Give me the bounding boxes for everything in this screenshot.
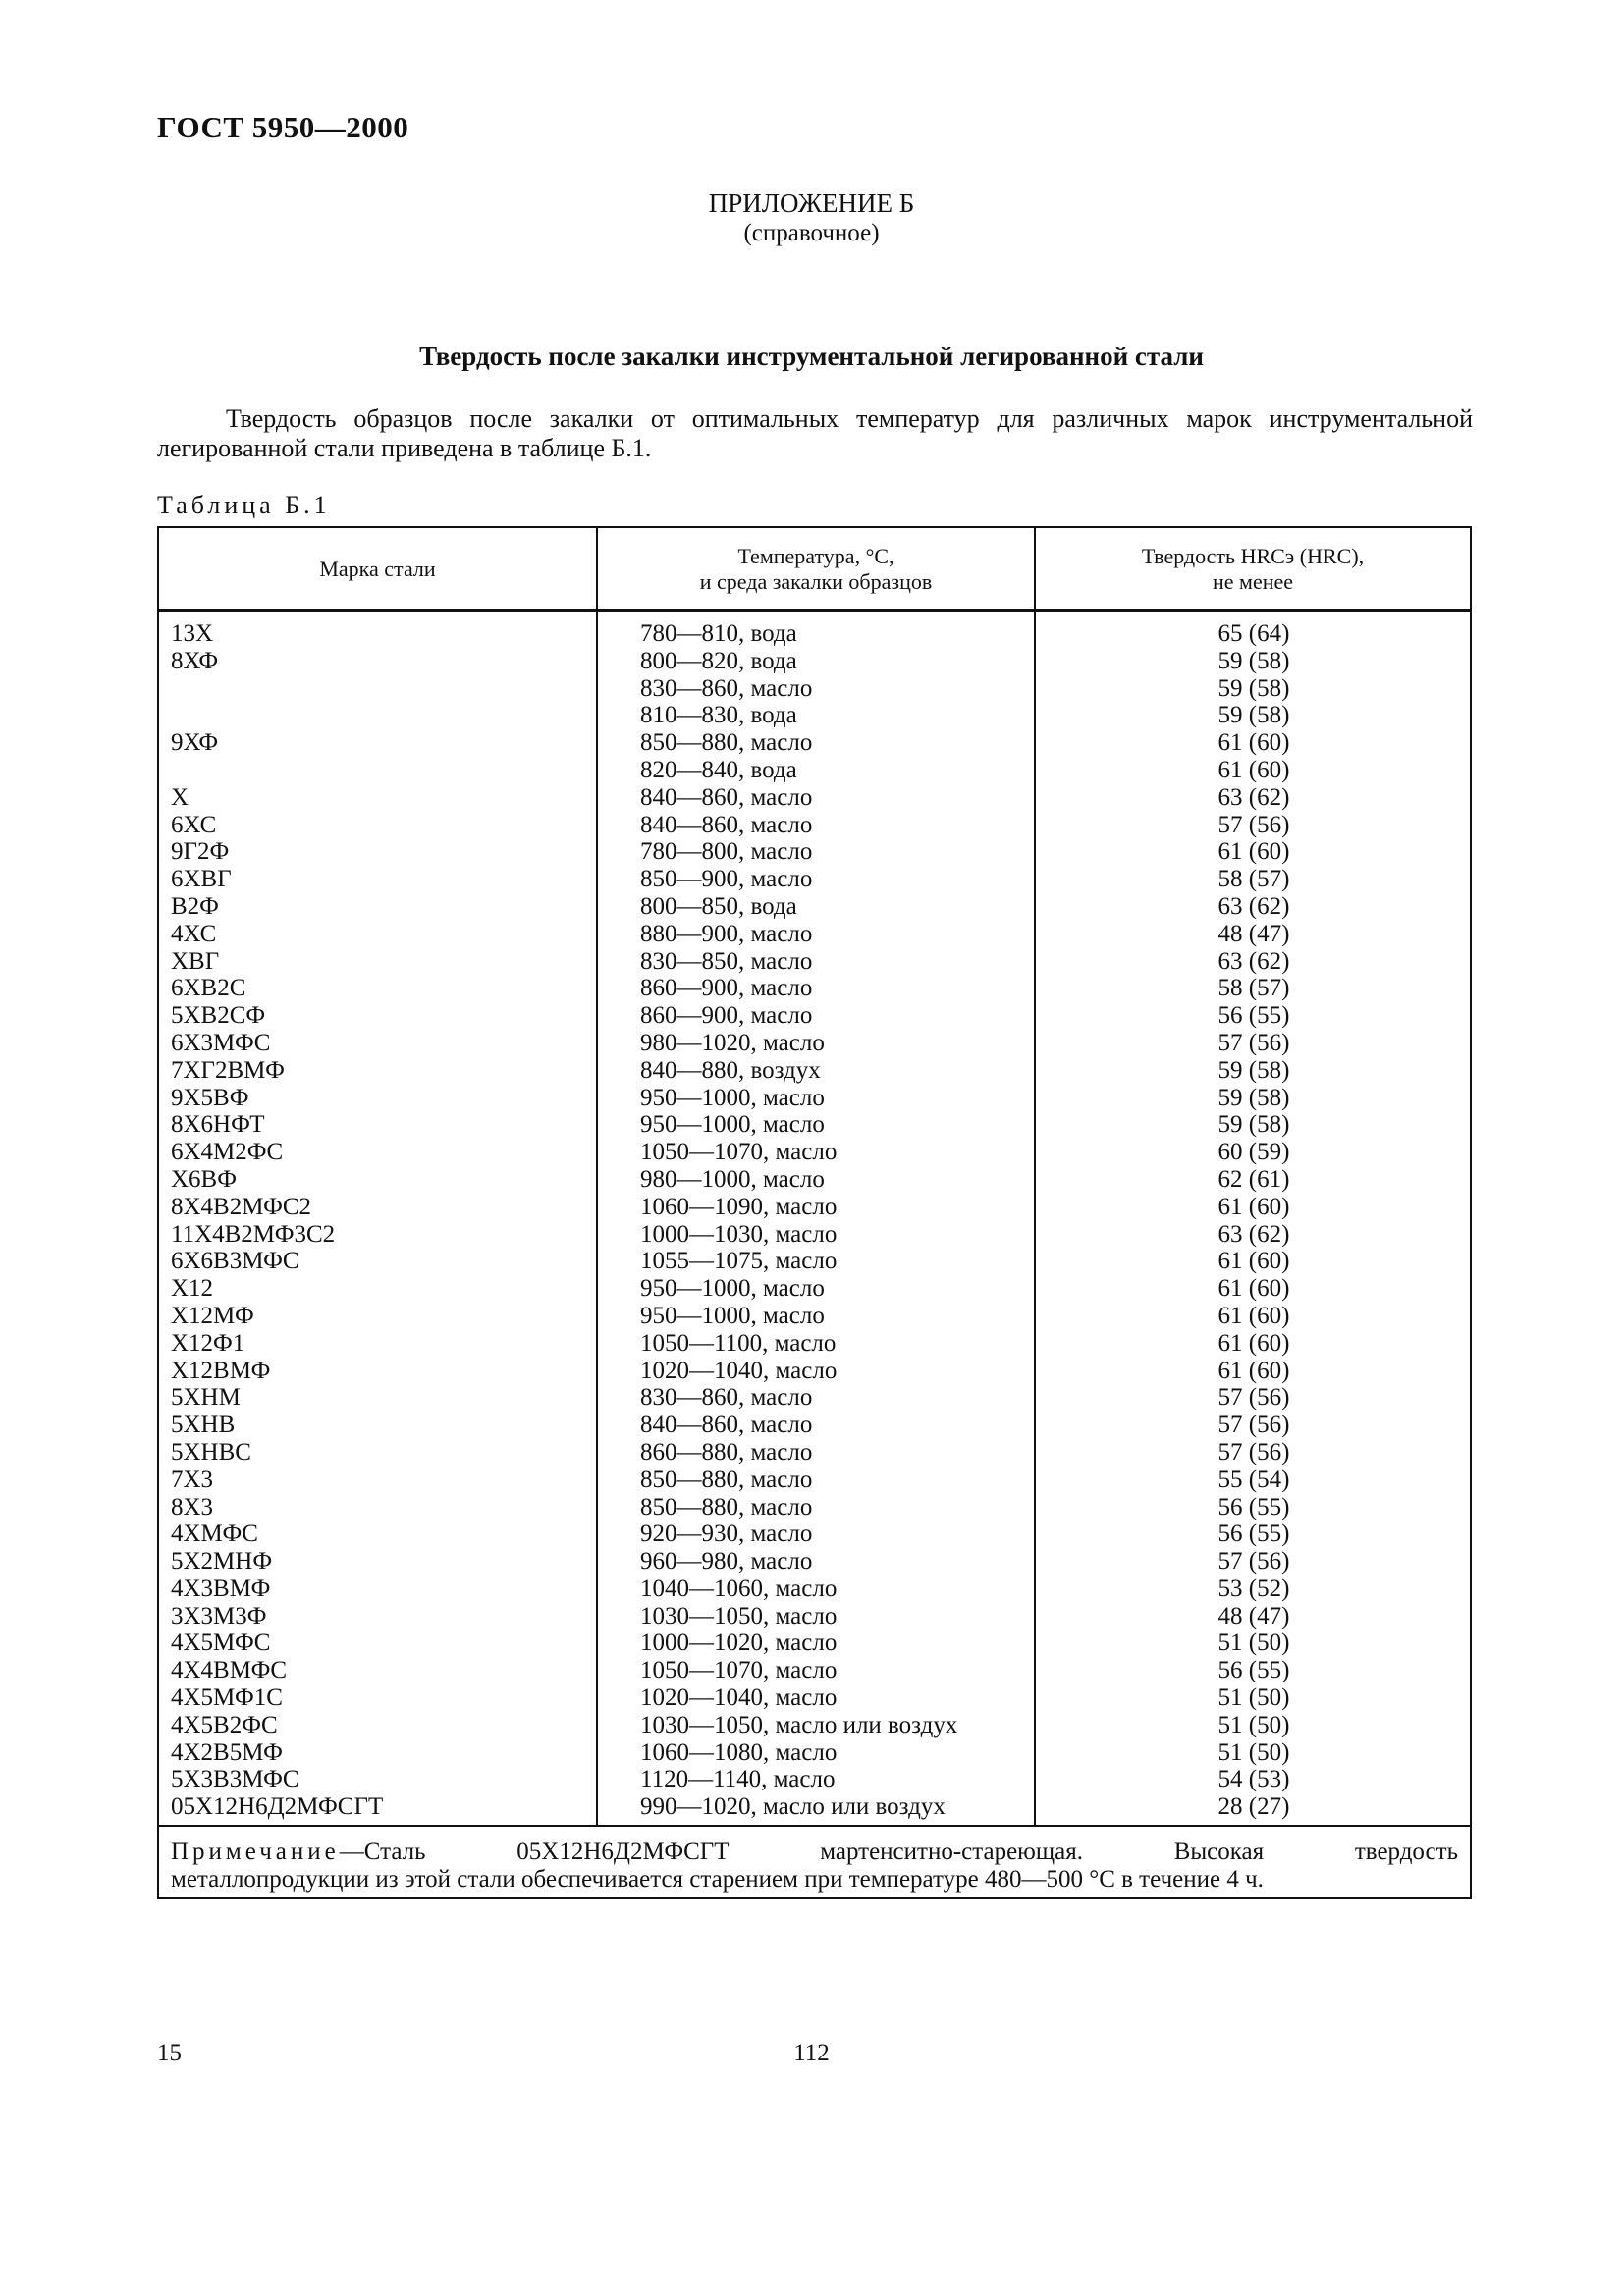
cell-temperature: 840—860, масло — [640, 811, 813, 838]
cell-hardness: 54 (53) — [1217, 1766, 1290, 1793]
cell-steel-grade: 8Х4В2МФС2 — [171, 1193, 312, 1220]
cell-hardness: 59 (58) — [1217, 1056, 1290, 1084]
cell-temperature: 780—810, вода — [640, 620, 797, 647]
cell-steel-grade: 6Х3МФС — [171, 1029, 271, 1056]
cell-temperature: 780—800, масло — [640, 838, 813, 866]
cell-hardness: 63 (62) — [1217, 1220, 1290, 1248]
cell-steel-grade: ХВГ — [171, 947, 220, 975]
cell-steel-grade — [171, 702, 583, 729]
cell-hardness: 59 (58) — [1217, 647, 1290, 674]
cell-temperature: 830—860, масло — [640, 1384, 813, 1412]
cell-hardness: 61 (60) — [1217, 756, 1290, 783]
cell-steel-grade: 9Х5ВФ — [171, 1084, 249, 1111]
note-label-group — [171, 1839, 426, 1866]
header-temperature — [598, 528, 1034, 611]
cell-temperature: 1040—1060, масло — [640, 1575, 838, 1602]
cell-temperature: 1030—1050, масло — [640, 1602, 838, 1629]
column-temperature — [640, 620, 1053, 1821]
cell-temperature: 860—900, масло — [640, 1002, 813, 1030]
cell-temperature: 1055—1075, масло — [640, 1248, 838, 1275]
cell-hardness: 61 (60) — [1217, 1357, 1290, 1384]
cell-steel-grade: 13Х — [171, 620, 214, 647]
header-hardness-line2: не менее — [1212, 569, 1294, 594]
cell-steel-grade: Х12ВМФ — [171, 1357, 271, 1384]
cell-hardness: 56 (55) — [1217, 1002, 1290, 1030]
cell-hardness: 57 (56) — [1217, 1412, 1290, 1439]
cell-temperature: 950—1000, масло — [640, 1275, 825, 1303]
header-grade — [159, 528, 596, 611]
cell-steel-grade: 4Х4ВМФС — [171, 1657, 288, 1684]
cell-temperature: 1060—1080, масло — [640, 1738, 838, 1766]
cell-temperature: 850—880, масло — [640, 1466, 813, 1493]
cell-steel-grade: 11Х4В2МФ3С2 — [171, 1220, 336, 1248]
cell-temperature: 980—1000, масло — [640, 1165, 825, 1193]
cell-temperature: 950—1000, масло — [640, 1111, 825, 1139]
cell-steel-grade: Х12Ф1 — [171, 1329, 245, 1357]
cell-hardness: 48 (47) — [1217, 1602, 1290, 1629]
cell-steel-grade: 4ХС — [171, 920, 217, 947]
cell-temperature: 980—1020, масло — [640, 1029, 825, 1056]
cell-temperature: 1000—1020, масло — [640, 1629, 838, 1657]
cell-temperature: 840—860, масло — [640, 783, 813, 811]
header-grade-text: Марка стали — [319, 557, 436, 581]
cell-hardness: 56 (55) — [1217, 1493, 1290, 1521]
intro-paragraph: Твердость образцов после закалки от оптимальных температур для различных марок инструментальной легированной стали приведена в таблице Б.1. — [157, 404, 1473, 462]
cell-steel-grade: 6Х4М2ФС — [171, 1139, 284, 1166]
cell-hardness: 59 (58) — [1217, 702, 1290, 729]
cell-hardness: 63 (62) — [1217, 892, 1290, 920]
cell-hardness: 61 (60) — [1217, 838, 1290, 866]
cell-hardness: 51 (50) — [1217, 1629, 1290, 1657]
cell-hardness: 63 (62) — [1217, 947, 1290, 975]
cell-temperature: 800—850, вода — [640, 892, 797, 920]
cell-steel-grade: 5Х2МНФ — [171, 1548, 273, 1575]
cell-steel-grade: 4Х5В2ФС — [171, 1711, 278, 1738]
header-temperature-line1: Температура, °С, — [737, 544, 894, 568]
cell-hardness: 28 (27) — [1217, 1793, 1290, 1821]
column-hardness — [1048, 620, 1460, 1821]
appendix-subtitle: (справочное) — [743, 220, 880, 246]
note-dash: — — [339, 1839, 364, 1865]
cell-steel-grade: 5ХНМ — [171, 1384, 241, 1412]
cell-temperature: 1020—1040, масло — [640, 1357, 838, 1384]
cell-steel-grade: 8Х6НФТ — [171, 1111, 265, 1139]
note-line-2: металлопродукции из этой стали обеспечивается старением при температуре 480—500 °С в течение 4 ч. — [171, 1866, 1264, 1893]
note-word: твердость — [1354, 1839, 1458, 1865]
cell-temperature: 1050—1070, масло — [640, 1139, 838, 1166]
cell-temperature: 990—1020, масло или воздух — [640, 1793, 946, 1821]
cell-hardness: 62 (61) — [1217, 1165, 1290, 1193]
cell-hardness: 59 (58) — [1217, 1111, 1290, 1139]
cell-temperature: 1030—1050, масло или воздух — [640, 1711, 958, 1738]
cell-temperature: 860—900, масло — [640, 975, 813, 1002]
cell-hardness: 56 (55) — [1217, 1657, 1290, 1684]
cell-temperature: 1020—1040, масло — [640, 1684, 838, 1712]
cell-temperature: 950—1000, масло — [640, 1302, 825, 1329]
cell-steel-grade: 9Г2Ф — [171, 838, 230, 866]
cell-temperature: 800—820, вода — [640, 647, 797, 674]
cell-steel-grade: 8ХФ — [171, 647, 219, 674]
cell-hardness: 51 (50) — [1217, 1711, 1290, 1738]
cell-temperature: 880—900, масло — [640, 920, 813, 947]
cell-temperature: 920—930, масло — [640, 1521, 813, 1548]
header-hardness-line1: Твердость HRCэ (HRC), — [1141, 544, 1365, 568]
cell-temperature: 950—1000, масло — [640, 1084, 825, 1111]
cell-steel-grade: 7ХГ2ВМФ — [171, 1056, 285, 1084]
cell-temperature: 1120—1140, масло — [640, 1766, 836, 1793]
note-line-1 — [171, 1839, 1458, 1866]
cell-steel-grade: 9ХФ — [171, 729, 219, 757]
cell-temperature: 830—860, масло — [640, 674, 813, 702]
cell-hardness: 51 (50) — [1217, 1684, 1290, 1712]
cell-steel-grade: 4Х5МФ1С — [171, 1684, 283, 1712]
appendix-title: ПРИЛОЖЕНИЕ Б — [708, 188, 915, 218]
cell-temperature: 1000—1030, масло — [640, 1220, 838, 1248]
cell-steel-grade — [171, 757, 583, 784]
cell-temperature: 850—880, масло — [640, 729, 813, 757]
cell-hardness: 60 (59) — [1217, 1139, 1290, 1166]
cell-hardness: 61 (60) — [1217, 1329, 1290, 1357]
cell-hardness: 57 (56) — [1217, 1384, 1290, 1412]
column-divider — [596, 528, 598, 1827]
cell-steel-grade: 5ХНВС — [171, 1438, 251, 1466]
cell-steel-grade: 4Х3ВМФ — [171, 1575, 271, 1602]
cell-temperature: 1050—1100, масло — [640, 1329, 837, 1357]
cell-steel-grade: 4Х5МФС — [171, 1629, 271, 1657]
note-word: Сталь — [363, 1839, 426, 1865]
cell-steel-grade: Х12 — [171, 1275, 214, 1303]
cell-temperature: 850—880, масло — [640, 1493, 813, 1521]
cell-temperature: 830—850, масло — [640, 947, 813, 975]
cell-steel-grade: 6ХС — [171, 811, 217, 838]
cell-hardness: 57 (56) — [1217, 1548, 1290, 1575]
cell-temperature: 850—900, масло — [640, 866, 813, 893]
footer-sheet-number: 15 — [157, 2040, 182, 2066]
cell-hardness: 57 (56) — [1217, 811, 1290, 838]
cell-temperature: 960—980, масло — [640, 1548, 813, 1575]
cell-steel-grade: В2Ф — [171, 892, 219, 920]
column-steel-grade — [171, 620, 583, 1821]
hardness-table — [157, 526, 1472, 1899]
cell-hardness: 61 (60) — [1217, 1275, 1290, 1303]
cell-steel-grade: 6ХВГ — [171, 866, 232, 893]
cell-steel-grade: 8Х3 — [171, 1493, 214, 1521]
header-temperature-line2: и среда закалки образцов — [699, 569, 933, 594]
cell-temperature: 1060—1090, масло — [640, 1193, 838, 1220]
table-note — [171, 1839, 1458, 1894]
cell-hardness: 61 (60) — [1217, 729, 1290, 757]
cell-hardness: 57 (56) — [1217, 1438, 1290, 1466]
table-caption: Таблица Б.1 — [157, 491, 331, 519]
cell-temperature: 860—880, масло — [640, 1438, 813, 1466]
cell-steel-grade: 3Х3М3Ф — [171, 1602, 267, 1629]
document-id: ГОСТ 5950—2000 — [157, 110, 409, 144]
cell-steel-grade: 6ХВ2С — [171, 975, 246, 1002]
cell-steel-grade: Х — [171, 783, 189, 811]
note-label: Примечание — [171, 1839, 340, 1865]
cell-hardness: 65 (64) — [1217, 620, 1290, 647]
header-hardness — [1036, 528, 1470, 611]
cell-hardness: 55 (54) — [1217, 1466, 1290, 1493]
cell-hardness: 63 (62) — [1217, 783, 1290, 811]
cell-steel-grade: 5ХВ2СФ — [171, 1002, 266, 1030]
section-title: Твердость после закалки инструментальной легированной стали — [419, 342, 1204, 371]
cell-hardness: 58 (57) — [1217, 975, 1290, 1002]
cell-hardness: 56 (55) — [1217, 1521, 1290, 1548]
cell-temperature: 810—830, вода — [640, 702, 797, 729]
cell-steel-grade — [171, 675, 583, 703]
cell-steel-grade: Х12МФ — [171, 1302, 254, 1329]
cell-hardness: 61 (60) — [1217, 1302, 1290, 1329]
cell-steel-grade: Х6ВФ — [171, 1165, 237, 1193]
cell-steel-grade: 4ХМФС — [171, 1521, 258, 1548]
cell-temperature: 840—880, воздух — [640, 1056, 821, 1084]
cell-steel-grade: 6Х6В3МФС — [171, 1248, 299, 1275]
cell-hardness: 57 (56) — [1217, 1029, 1290, 1056]
note-word: Высокая — [1173, 1839, 1265, 1865]
note-word: мартенситно-стареющая. — [820, 1839, 1083, 1865]
cell-steel-grade: 5ХНВ — [171, 1412, 236, 1439]
footer-page-number: 112 — [793, 2040, 830, 2066]
cell-hardness: 59 (58) — [1217, 674, 1290, 702]
cell-steel-grade: 5Х3В3МФС — [171, 1766, 299, 1793]
cell-steel-grade: 05Х12Н6Д2МФСГТ — [171, 1793, 384, 1821]
note-divider — [159, 1825, 1470, 1827]
cell-hardness: 51 (50) — [1217, 1738, 1290, 1766]
cell-hardness: 48 (47) — [1217, 920, 1290, 947]
note-word: 05Х12Н6Д2МФСГТ — [516, 1839, 730, 1865]
cell-temperature: 1050—1070, масло — [640, 1657, 838, 1684]
cell-steel-grade: 7Х3 — [171, 1466, 214, 1493]
cell-hardness: 59 (58) — [1217, 1084, 1290, 1111]
cell-hardness: 61 (60) — [1217, 1248, 1290, 1275]
cell-hardness: 58 (57) — [1217, 866, 1290, 893]
cell-temperature: 840—860, масло — [640, 1412, 813, 1439]
cell-hardness: 53 (52) — [1217, 1575, 1290, 1602]
cell-hardness: 61 (60) — [1217, 1193, 1290, 1220]
cell-temperature: 820—840, вода — [640, 756, 797, 783]
cell-steel-grade: 4Х2В5МФ — [171, 1738, 283, 1766]
